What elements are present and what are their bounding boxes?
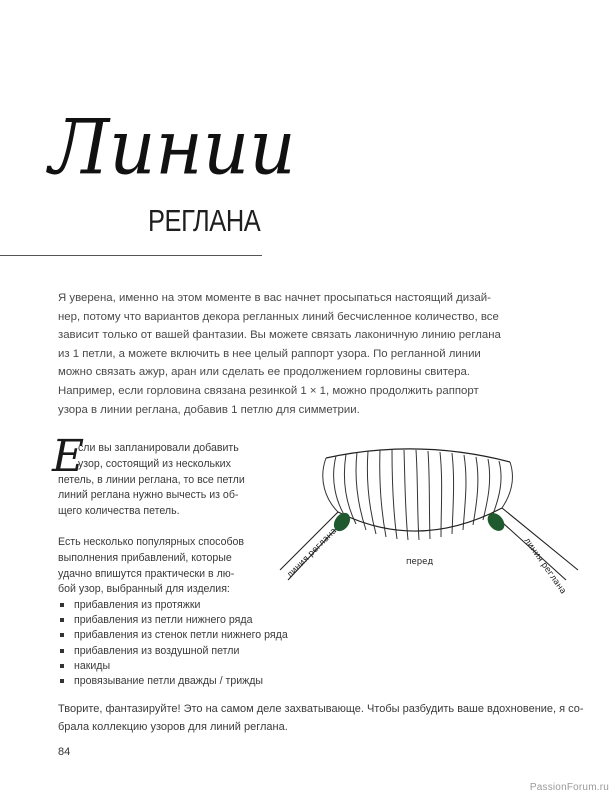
methods-intro-paragraph bbox=[58, 535, 293, 598]
methods-list bbox=[58, 598, 288, 689]
label-right-raglan: линия реглана bbox=[521, 535, 568, 597]
heading-rule bbox=[0, 255, 262, 256]
intro-line: Я уверена, именно на этом моменте в вас начнет просыпаться настоящий дизай- bbox=[58, 292, 491, 304]
list-item: провязывание петли дважды / трижды bbox=[58, 674, 288, 689]
dropcap-paragraph bbox=[52, 431, 288, 520]
intro-line: нер, потому что вариантов декора регланных линий бесчисленное количество, все bbox=[58, 310, 499, 323]
label-left-raglan: линия реглана bbox=[285, 526, 340, 581]
closing-paragraph bbox=[58, 701, 584, 736]
closing-line: брала коллекцию узоров для линий реглана. bbox=[58, 720, 288, 733]
drop-cap-initial: Е bbox=[52, 431, 85, 482]
collar-outer-arc bbox=[326, 449, 510, 462]
list-item: прибавления из стенок петли нижнего ряда bbox=[58, 628, 288, 643]
methods-intro-line: бой узор, выбранный для изделия: bbox=[58, 583, 230, 596]
intro-paragraph bbox=[58, 289, 558, 419]
dropcap-line: щего количества петель. bbox=[58, 505, 180, 518]
watermark: PassionForum.ru bbox=[529, 782, 609, 793]
closing-line: Творите, фантазируйте! Это на самом деле захватывающе. Чтобы разбудить ваше вдохновение, я со- bbox=[58, 703, 584, 715]
intro-line: зависит только от вашей фантазии. Вы можете связать лаконичную линию реглана bbox=[58, 329, 501, 342]
page-number: 84 bbox=[58, 746, 71, 758]
raglan-diagram-svg bbox=[285, 440, 608, 600]
script-title-graphic bbox=[45, 100, 296, 195]
list-item: накиды bbox=[58, 659, 288, 674]
heading-block-word: РЕГЛАНА bbox=[148, 203, 261, 238]
methods-intro-line: Есть несколько популярных способов bbox=[58, 536, 245, 548]
dropcap-line: петель, в линии реглана, то все петли bbox=[58, 473, 245, 486]
script-title-text: Линии bbox=[49, 103, 296, 192]
right-raglan-marker bbox=[484, 510, 508, 534]
intro-line: Например, если горловина связана резинкой 1 × 1, можно продолжить раппорт bbox=[58, 384, 479, 397]
raglan-diagram bbox=[285, 440, 608, 600]
label-front: перед bbox=[406, 557, 434, 567]
methods-intro-line: удачно впишутся практически в лю- bbox=[58, 567, 235, 580]
list-item: прибавления из воздушной петли bbox=[58, 644, 288, 659]
intro-line: можно связать ажур, аран или сделать ее продолжением горловины свитера. bbox=[58, 366, 470, 379]
dropcap-line: сли вы запланировали добавить bbox=[78, 442, 239, 454]
methods-intro-line: выполнения прибавлений, которые bbox=[58, 551, 232, 564]
dropcap-line: узор, состоящий из нескольких bbox=[78, 457, 231, 470]
list-item: прибавления из протяжки bbox=[58, 598, 288, 613]
dropcap-line: линий реглана нужно вычесть из об- bbox=[58, 489, 239, 502]
intro-line: из 1 петли, а можете включить в нее целый раппорт узора. По регланной линии bbox=[58, 347, 481, 360]
heading-script bbox=[45, 100, 296, 195]
collar-ribbing bbox=[323, 450, 513, 540]
list-item: прибавления из петли нижнего ряда bbox=[58, 613, 288, 628]
intro-line: узора в линии реглана, добавив 1 петлю для симметрии. bbox=[58, 403, 360, 416]
